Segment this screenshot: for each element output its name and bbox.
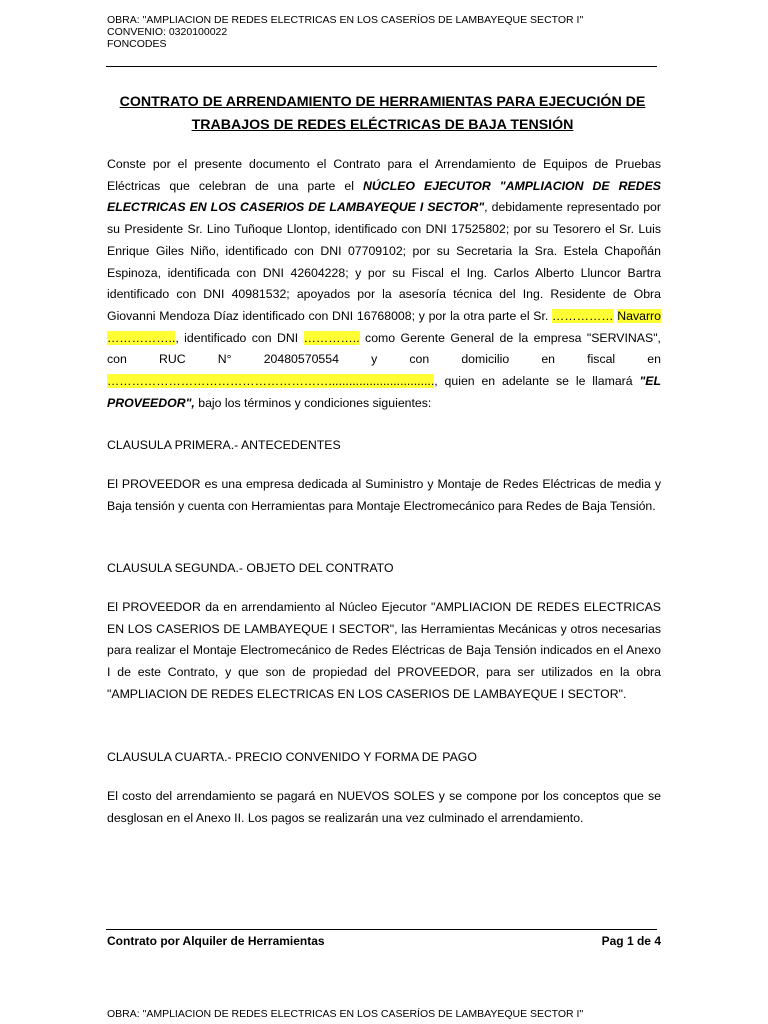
title-line-2: TRABAJOS DE REDES ELÉCTRICAS DE BAJA TENSIÓN [191, 117, 574, 133]
header-rule [106, 66, 657, 67]
intro-text-4: como Gerente General de la empresa "SERVINAS", con RUC N° 20480570554 y con domicilio en fiscal en [107, 330, 661, 367]
header-obra: OBRA: "AMPLIACION DE REDES ELECTRICAS EN LOS CASERÍOS DE LAMBAYEQUE SECTOR I" [107, 14, 584, 26]
title-line-1: CONTRATO DE ARRENDAMIENTO DE HERRAMIENTAS PARA EJECUCIÓN DE [119, 94, 646, 110]
page-number: Pag 1 de 4 [601, 934, 661, 948]
highlight-name-2: Navarro …………….. [107, 308, 661, 345]
intro-text-1: Conste por el presente documento el Contrato para el Arrendamiento de Equipos de Pruebas Eléctricas que celebran de una parte el [107, 157, 661, 193]
intro-text-5: , quien en adelante se le llamará [434, 374, 640, 389]
nucleo-ejecutor: NÚCLEO EJECUTOR "AMPLIACION DE REDES ELECTRICAS EN LOS CASERIOS DE LAMBAYEQUE I SECTOR" [107, 178, 662, 215]
intro-text-6: bajo los términos y condiciones siguientes: [194, 395, 432, 410]
el-proveedor: "EL PROVEEDOR", [107, 374, 661, 410]
highlight-dni: ………….. [303, 330, 360, 345]
next-page-header-obra: OBRA: "AMPLIACION DE REDES ELECTRICAS EN LOS CASERÍOS DE LAMBAYEQUE SECTOR I" [107, 1008, 584, 1020]
clausula-primera-text: El PROVEEDOR es una empresa dedicada al Suministro y Montaje de Redes Eléctricas de media y Baja tensión y cuenta con Herramientas para Montaje Electromecánico para Redes de Baja Tensión. [107, 477, 661, 513]
highlight-name-1: …………… [552, 308, 614, 323]
intro-text-2: , debidamente representado por su Presidente Sr. Lino Tuñoque Llontop, identificado con DNI 17525802; por su Tesorero el Sr. Luis Enrique Giles Niño, identificado con DNI 07709102; por su Secretaria la Sra. Estela Chapoñán Espinoza, identificada con DNI 42604228; y por su Fiscal el Ing. Carlos Alberto Lluncor Bartra identificado con DNI 40981532; apoyados por la asesoría técnica del Ing. Residente de Obra Giovanni Mendoza Díaz identificado con DNI 16768008; y por la otra parte el Sr. [107, 200, 661, 323]
intro-paragraph [107, 154, 661, 414]
highlight-address: ………………………………………………............................... [107, 374, 435, 389]
clausula-segunda-heading: CLAUSULA SEGUNDA.- OBJETO DEL CONTRATO [107, 561, 394, 575]
clausula-cuarta-heading: CLAUSULA CUARTA.- PRECIO CONVENIDO Y FORMA DE PAGO [107, 750, 477, 764]
header-org: FONCODES [107, 38, 167, 50]
footer-title: Contrato por Alquiler de Herramientas [107, 934, 325, 948]
intro-text-3: , identificado con DNI [175, 330, 304, 345]
clausula-cuarta-text: El costo del arrendamiento se pagará en NUEVOS SOLES y se compone por los conceptos que se desglosan en el Anexo II. Los pagos se realizarán una vez culminado el arrendamiento. [107, 789, 661, 825]
clausula-segunda-text: El PROVEEDOR da en arrendamiento al Núcleo Ejecutor "AMPLIACION DE REDES ELECTRICAS EN LOS CASERIOS DE LAMBAYEQUE I SECTOR", las Herramientas Mecánicas y otros necesarias para realizar el Montaje Electromecánico de Redes Eléctricas de Baja Tensión indicados en el Anexo I de este Contrato, y que son de propiedad del PROVEEDOR, para ser utilizados en la obra "AMPLIACION DE REDES ELECTRICAS EN LOS CASERIOS DE LAMBAYEQUE I SECTOR". [107, 600, 661, 701]
clausula-primera-heading: CLAUSULA PRIMERA.- ANTECEDENTES [107, 438, 341, 452]
footer-rule [106, 929, 657, 930]
header-convenio: CONVENIO: 0320100022 [107, 26, 228, 38]
